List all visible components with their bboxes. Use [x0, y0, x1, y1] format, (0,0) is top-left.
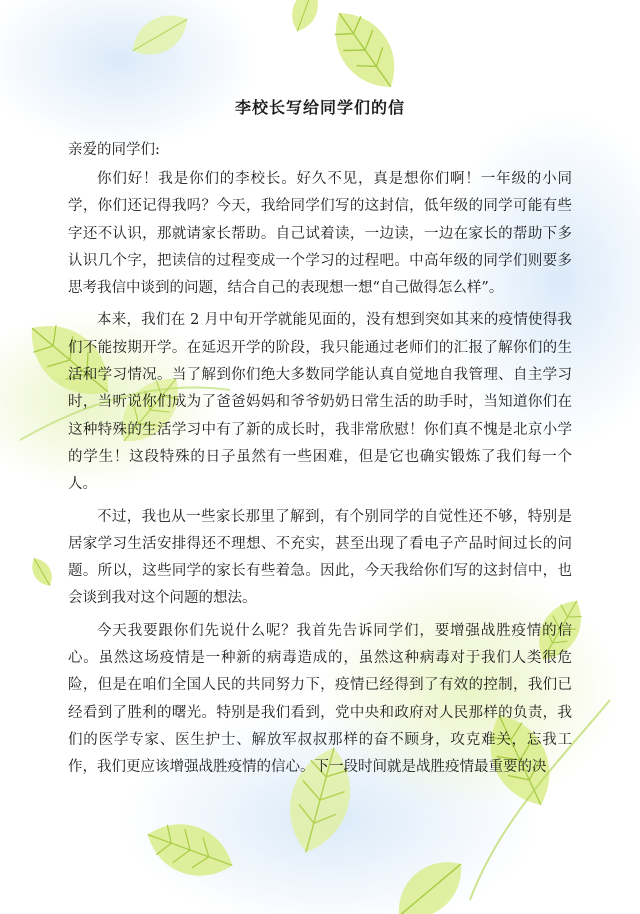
paragraph-4: 今天我要跟你们先说什么呢？我首先告诉同学们，要增强战胜疫情的信心。虽然这场疫情是一种新的病毒造成的，虽然这种病毒对于我们人类很危险，但是在咱们全国人民的共同努力下，疫情已经得到了有效的控制，我们已经看到了胜利的曙光。特别是我们看到，党中央和政府对人民那样的负责，我们的医学专家、医生护士、解放军叔叔那样的奋不顾身，攻克难关，忘我工作，我们更应该增强战胜疫情的信心。下一段时间就是战胜疫情最重要的决 [68, 622, 572, 776]
letter-title: 李校长写给同学们的信 [234, 98, 405, 117]
letter-greeting: 亲爱的同学们: [68, 142, 160, 158]
paragraph-3: 不过，我也从一些家长那里了解到，有个别同学的自觉性还不够，特别是居家学习生活安排得还不理想、不充实，甚至出现了看电子产品时间过长的问题。所以，这些同学的家长有些着急。因此，今天我给你们写的这封信中，也会谈到我对这个问题的想法。 [68, 508, 572, 607]
paragraph-2: 本来，我们在 2 月中旬开学就能见面的，没有想到突如其来的疫情使得我们不能按期开学。在延迟开学的阶段，我只能通过老师们的汇报了解你们的生活和学习情况。当了解到你们绝大多数同学能认真自觉地自我管理、自主学习时，当听说你们成为了爸爸妈妈和爷爷奶奶日常生活的助手时，当知道你们在这种特殊的生活学习中有了新的成长时，我非常欣慰！你们真不愧是北京小学的学生！这段特殊的日子虽然有一些困难，但是它也确实锻炼了我们每一个人。 [68, 312, 572, 493]
letter-body [68, 166, 572, 787]
paragraph-1: 你们好！我是你们的李校长。好久不见，真是想你们啊！一年级的小同学，你们还记得我吗？今天，我给同学们写的这封信，低年级的同学可能有些字还不认识，那就请家长帮助。自己试着读，一边读，一边在家长的帮助下多认识几个字，把读信的过程变成一个学习的过程吧。中高年级的同学们则要多思考我信中谈到的问题，结合自己的表现想一想“自己做得怎么样”。 [68, 171, 572, 297]
